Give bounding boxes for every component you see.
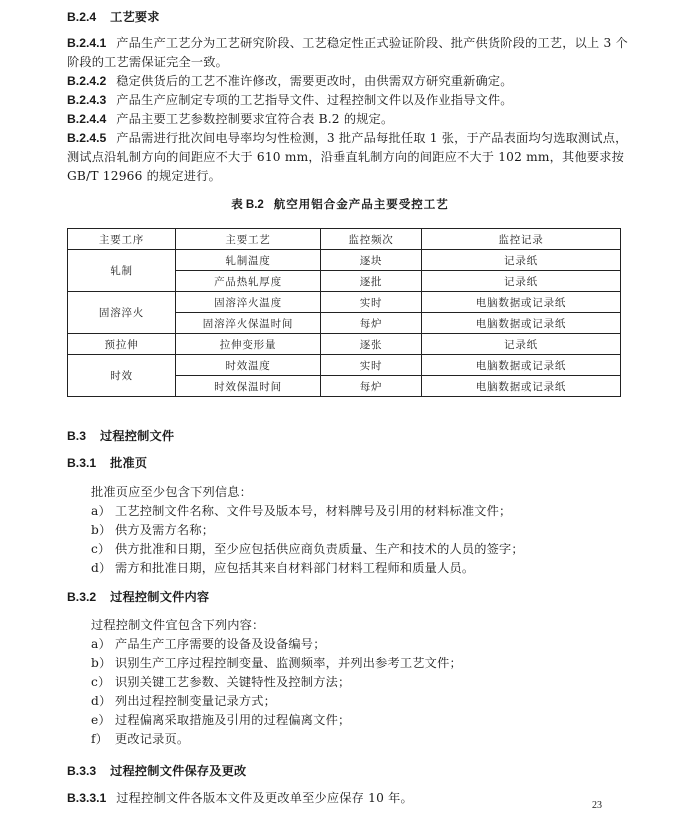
clause-b245-cont2: GB/T 12966 的规定进行。: [67, 169, 221, 183]
clause-b242: B.2.4.2 稳定供货后的工艺不准许修改，需要更改时，由供需双方研究重新确定。: [67, 74, 513, 88]
heading-b33: B.3.3 过程控制文件保存及更改: [67, 764, 247, 778]
list-item: b） 识别生产工序过程控制变量、监测频率，并列出参考工艺文件；: [91, 656, 462, 670]
cell-record: 电脑数据或记录纸: [422, 376, 621, 397]
list-item: a） 工艺控制文件名称、文件号及版本号，材料牌号及引用的材料标准文件；: [91, 504, 512, 518]
header-craft: 主要工艺: [176, 229, 321, 250]
table-row: [68, 355, 621, 376]
table-row: [68, 334, 621, 355]
cell-process: 预拉伸: [68, 334, 176, 355]
clause-b331: B.3.3.1 过程控制文件各版本文件及更改单至少应保存 10 年。: [67, 791, 413, 805]
cell-record: 记录纸: [422, 271, 621, 292]
cell-frequency: 实时: [321, 355, 422, 376]
header-process: 主要工序: [68, 229, 176, 250]
clause-b245: B.2.4.5 产品需进行批次间电导率均匀性检测，3 批产品每批任取 1 张，于产品表面均匀选取测试点，: [67, 131, 628, 145]
cell-frequency: 逐批: [321, 271, 422, 292]
heading-b24: B.2.4 工艺要求: [67, 10, 160, 24]
cell-record: 记录纸: [422, 334, 621, 355]
cell-frequency: 实时: [321, 292, 422, 313]
cell-craft: 时效保温时间: [176, 376, 321, 397]
clause-b245-cont1: 测试点沿轧制方向的间距应不大于 610 mm，沿垂直轧制方向的间距应不大于 102 mm，其他要求按: [67, 150, 624, 164]
clause-b244: B.2.4.4 产品主要工艺参数控制要求宜符合表 B.2 的规定。: [67, 112, 394, 126]
cell-frequency: 逐张: [321, 334, 422, 355]
header-record: 监控记录: [422, 229, 621, 250]
heading-b31: B.3.1 批准页: [67, 456, 148, 470]
cell-record: 电脑数据或记录纸: [422, 292, 621, 313]
list-item: b） 供方及需方名称；: [91, 523, 215, 537]
table-caption: 表 B.2 航空用铝合金产品主要受控工艺: [231, 197, 449, 211]
cell-record: 电脑数据或记录纸: [422, 355, 621, 376]
cell-process: 轧制: [68, 250, 176, 292]
cell-craft: 时效温度: [176, 355, 321, 376]
header-frequency: 监控频次: [321, 229, 422, 250]
b32-intro: 过程控制文件宜包含下列内容：: [91, 618, 265, 632]
cell-craft: 固溶淬火温度: [176, 292, 321, 313]
table-header-row: [68, 229, 621, 250]
clause-b243: B.2.4.3 产品生产应制定专项的工艺指导文件、过程控制文件以及作业指导文件。: [67, 93, 513, 107]
list-item: d） 需方和批准日期，应包括其来自材料部门材料工程师和质量人员。: [91, 561, 475, 575]
list-item: d） 列出过程控制变量记录方式；: [91, 694, 277, 708]
cell-frequency: 逐块: [321, 250, 422, 271]
list-item: c） 供方批准和日期，至少应包括供应商负责质量、生产和技术的人员的签字；: [91, 542, 524, 556]
clause-b241: B.2.4.1 产品生产工艺分为工艺研究阶段、工艺稳定性正式验证阶段、批产供货阶段的工艺，以上 3 个: [67, 36, 628, 50]
heading-b32: B.3.2 过程控制文件内容: [67, 590, 210, 604]
page-number: 23: [592, 800, 602, 811]
list-item: c） 识别关键工艺参数、关键特性及控制方法；: [91, 675, 351, 689]
table-row: [68, 250, 621, 271]
clause-b241-cont: 阶段的工艺需保证完全一致。: [67, 55, 229, 69]
process-control-table: [67, 228, 621, 397]
b31-intro: 批准页应至少包含下列信息：: [91, 485, 253, 499]
list-item: f） 更改记录页。: [91, 732, 190, 746]
table-row: [68, 292, 621, 313]
list-item: a） 产品生产工序需要的设备及设备编号；: [91, 637, 326, 651]
cell-craft: 拉伸变形量: [176, 334, 321, 355]
list-item: e） 过程偏离采取措施及引用的过程偏离文件；: [91, 713, 351, 727]
cell-craft: 固溶淬火保温时间: [176, 313, 321, 334]
cell-record: 记录纸: [422, 250, 621, 271]
cell-process: 时效: [68, 355, 176, 397]
cell-process: 固溶淬火: [68, 292, 176, 334]
cell-craft: 轧制温度: [176, 250, 321, 271]
heading-b3: B.3 过程控制文件: [67, 429, 175, 443]
cell-record: 电脑数据或记录纸: [422, 313, 621, 334]
cell-frequency: 每炉: [321, 313, 422, 334]
cell-craft: 产品热轧厚度: [176, 271, 321, 292]
cell-frequency: 每炉: [321, 376, 422, 397]
